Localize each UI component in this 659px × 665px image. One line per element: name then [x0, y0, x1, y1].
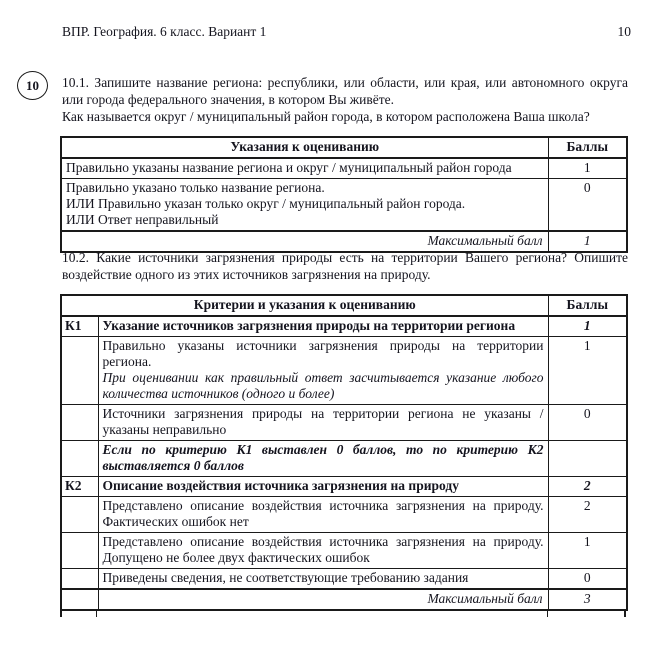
- criteria-line: Правильно указано только название региона.: [66, 180, 325, 195]
- table-header-row: [61, 295, 627, 316]
- question-10-1-text: 10.1. Запишите название региона: республики, или области, или края, или автономного округа или города федерального значения, в котором Вы живёте.: [62, 75, 628, 107]
- table-row: [61, 158, 627, 179]
- criteria-line: ИЛИ Правильно указан только округ / муниципальный район города.: [66, 196, 466, 211]
- points-cell: 0: [548, 179, 627, 232]
- table-row: [61, 405, 627, 441]
- points-cell: 2: [548, 477, 627, 497]
- points-cell: 0: [548, 569, 627, 590]
- grading-table-10-1: [60, 136, 628, 253]
- criterion-id-cell: [61, 569, 98, 590]
- points-cell: 0: [548, 405, 627, 441]
- question-10-2: [62, 249, 628, 283]
- table-row: [61, 337, 627, 405]
- task-number: 10: [26, 77, 39, 93]
- points-cell: 1: [548, 316, 627, 337]
- points-column-header: Баллы: [548, 137, 627, 158]
- criterion-id-cell: К2: [61, 477, 98, 497]
- criterion-id-cell: [61, 441, 98, 477]
- table-row: [61, 497, 627, 533]
- points-cell: [548, 441, 627, 477]
- points-cell: 1: [548, 158, 627, 179]
- grading-table-10-2: [60, 294, 628, 611]
- criteria-paragraph: Правильно указаны источники загрязнения природы на территории региона.: [102, 338, 544, 369]
- document-title: ВПР. География. 6 класс. Вариант 1: [62, 24, 267, 39]
- question-10-2-text: 10.2. Какие источники загрязнения природы есть на территории Вашего региона? Опишите воздействие одного из этих источников загрязнения на природу.: [62, 250, 628, 282]
- criteria-cell: Приведены сведения, не соответствующие требованию задания: [98, 569, 548, 590]
- criteria-line: ИЛИ Ответ неправильный: [66, 212, 219, 227]
- points-cell: 1: [548, 533, 627, 569]
- criterion-id-cell: [61, 533, 98, 569]
- criteria-rule-cell: Если по критерию К1 выставлен 0 баллов, то по критерию К2 выставляется 0 баллов: [98, 441, 548, 477]
- table-continuation-stub: [60, 611, 626, 617]
- table-row: [61, 569, 627, 590]
- grading-table-10-2-wrap: [60, 294, 626, 617]
- criteria-cell: Представлено описание воздействия источника загрязнения на природу. Допущено не более двух фактических ошибок: [98, 533, 548, 569]
- criterion-title-cell: Описание воздействия источника загрязнения на природу: [98, 477, 548, 497]
- criteria-note-italic: При оценивании как правильный ответ засчитывается указание любого количества источников (одного и более): [102, 370, 544, 401]
- criterion-id-cell: К1: [61, 316, 98, 337]
- table-row: [61, 179, 627, 232]
- max-score-value: 3: [548, 589, 627, 610]
- question-10-1: [62, 74, 628, 125]
- criterion-k1-row: [61, 316, 627, 337]
- criteria-column-header: Критерии и указания к оцениванию: [61, 295, 548, 316]
- max-score-value: 1: [548, 231, 627, 252]
- table-row: [61, 441, 627, 477]
- criterion-id-cell: [61, 337, 98, 405]
- points-cell: 1: [548, 337, 627, 405]
- grading-table-10-1-wrap: [60, 136, 626, 253]
- page-header: [62, 24, 631, 40]
- max-score-label: Максимальный балл: [61, 231, 548, 252]
- points-column-header: Баллы: [548, 295, 627, 316]
- points-cell: 2: [548, 497, 627, 533]
- criteria-column-header: Указания к оцениванию: [61, 137, 548, 158]
- criterion-id-cell: [61, 497, 98, 533]
- table-header-row: [61, 137, 627, 158]
- criteria-cell: Представлено описание воздействия источника загрязнения на природу. Фактических ошибок нет: [98, 497, 548, 533]
- question-10-1-subtext: Как называется округ / муниципальный район города, в котором расположена Ваша школа?: [62, 109, 590, 124]
- criteria-cell: Источники загрязнения природы на территории региона не указаны / указаны неправильно: [98, 405, 548, 441]
- criteria-cell: [61, 179, 548, 232]
- criteria-cell: Правильно указаны название региона и округ / муниципальный район города: [61, 158, 548, 179]
- max-score-label: Максимальный балл: [98, 589, 548, 610]
- max-score-row: [61, 589, 627, 610]
- page-number: 10: [617, 24, 631, 39]
- table-row: [61, 533, 627, 569]
- task-number-badge: [17, 71, 48, 100]
- criterion-k2-row: [61, 477, 627, 497]
- criterion-id-cell: [61, 405, 98, 441]
- criterion-id-cell: [61, 589, 98, 610]
- criterion-title-cell: Указание источников загрязнения природы на территории региона: [98, 316, 548, 337]
- criteria-cell: [98, 337, 548, 405]
